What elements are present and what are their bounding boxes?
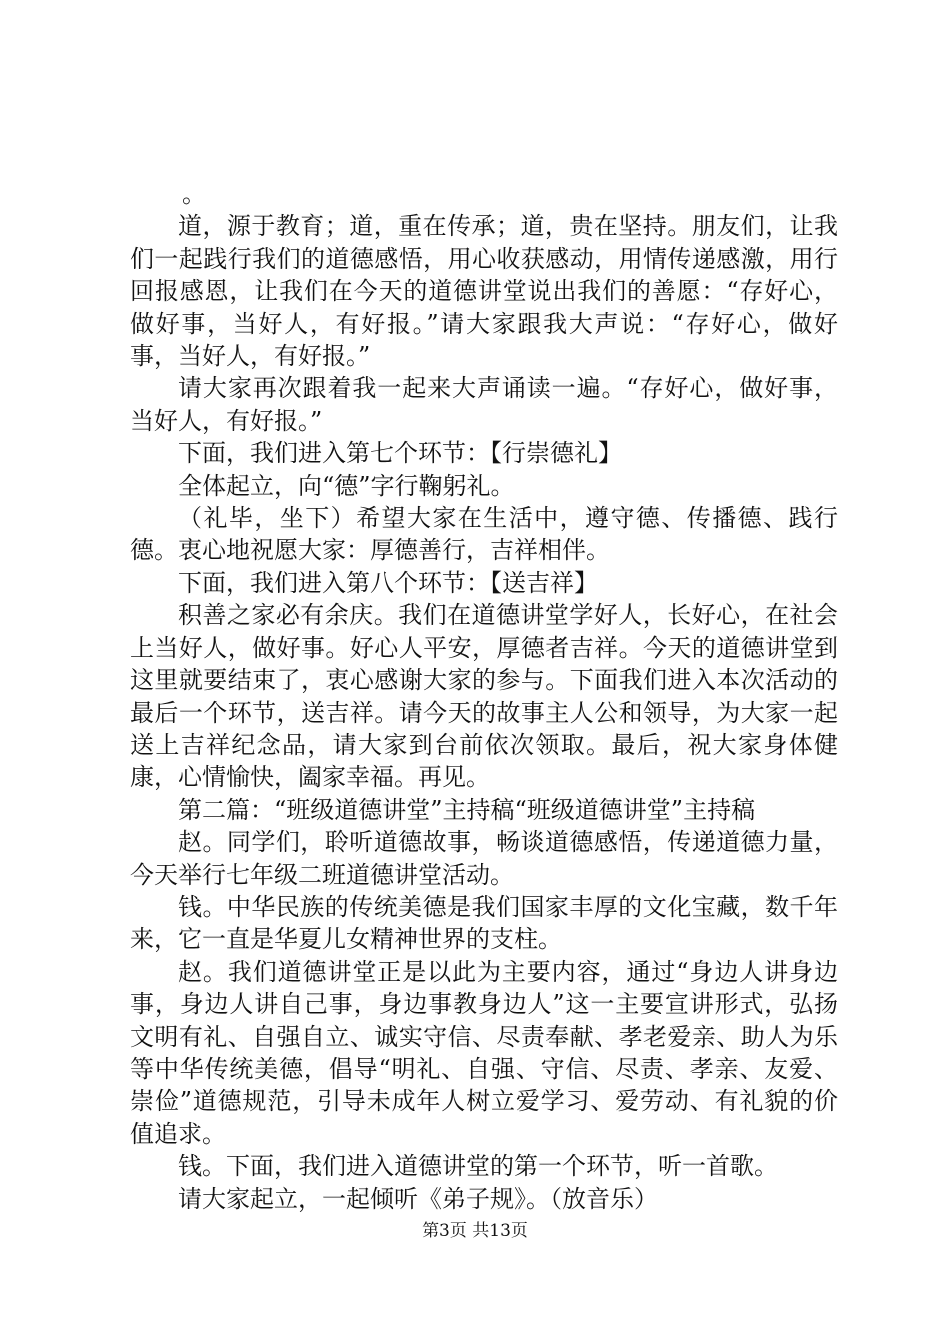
section-heading-8: 下面，我们进入第八个环节：【送吉祥】 [178, 568, 598, 597]
document-body [130, 178, 838, 1215]
paragraph: 请大家再次跟着我一起来大声诵读一遍。“存好心，做好事，当好人，有好报。” [130, 374, 838, 435]
section-heading-7: 下面，我们进入第七个环节：【行崇德礼】 [178, 439, 622, 468]
paragraph-fragment: 。 [182, 180, 206, 208]
dialogue-line: 钱。中华民族的传统美德是我们国家丰厚的文化宝藏，数千年来，它一直是华夏儿女精神世界的支柱。 [130, 892, 838, 954]
dialogue-line: 赵。我们道德讲堂正是以此为主要内容，通过“身边人讲身边事，身边人讲自己事，身边事教身边人”这一主要宣讲形式，弘扬文明有礼、自强自立、诚实守信、尽责奉献、孝老爱亲、助人为乐等中华传统美德，倡导“明礼、自强、守信、尽责、孝亲、友爱、崇俭”道德规范，引导未成年人树立爱学习、爱劳动、有礼貌的价值追求。 [130, 957, 838, 1148]
dialogue-line: 钱。下面，我们进入道德讲堂的第一个环节，听一首歌。 [178, 1152, 778, 1181]
chapter-title: 第二篇：“班级道德讲堂”主持稿“班级道德讲堂”主持稿 [178, 795, 756, 824]
paragraph: 积善之家必有余庆。我们在道德讲堂学好人，长好心，在社会上当好人，做好事。好心人平安，厚德者吉祥。今天的道德讲堂到这里就要结束了，衷心感谢大家的参与。下面我们进入本次活动的最后一个环节，送吉祥。请今天的故事主人公和领导，为大家一起送上吉祥纪念品，请大家到台前依次领取。最后，祝大家身体健康，心情愉快，阖家幸福。再见。 [130, 601, 838, 792]
paragraph: 全体起立，向“德”字行鞠躬礼。 [178, 471, 515, 500]
paragraph: 请大家起立，一起倾听《弟子规》。（放音乐） [178, 1184, 658, 1213]
page-footer: 第3页 共13页 [422, 1221, 528, 1241]
paragraph: （礼毕，坐下）希望大家在生活中，遵守德、传播德、践行德。衷心地祝愿大家：厚德善行，吉祥相伴。 [130, 504, 838, 565]
dialogue-line: 赵。同学们，聆听道德故事，畅谈道德感悟，传递道德力量，今天举行七年级二班道德讲堂活动。 [130, 828, 838, 889]
paragraph: 道，源于教育；道，重在传承；道，贵在坚持。朋友们，让我们一起践行我们的道德感悟，用心收获感动，用情传递感激，用行回报感恩，让我们在今天的道德讲堂说出我们的善愿：“存好心，做好事，当好人，有好报。”请大家跟我大声说：“存好心，做好事，当好人，有好报。” [130, 212, 838, 371]
